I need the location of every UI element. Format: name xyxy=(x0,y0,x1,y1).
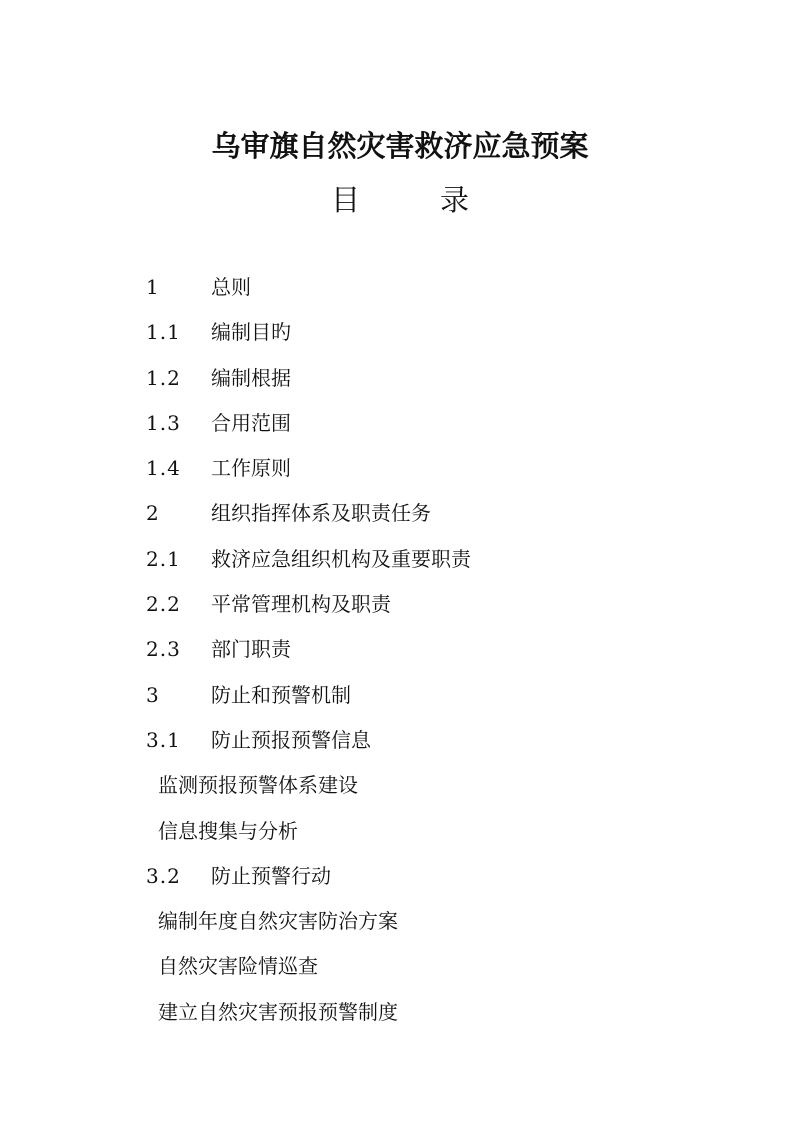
toc-entry-number: 1.1 xyxy=(146,320,181,345)
toc-entry-title: 自然灾害险情巡查 xyxy=(158,954,318,979)
toc-entry-title: 总则 xyxy=(211,275,251,299)
toc-entry-title: 防止和预警机制 xyxy=(211,682,351,707)
toc-entry-number: 1.2 xyxy=(146,365,181,390)
toc-entry[interactable] xyxy=(146,361,706,406)
toc-subentry[interactable] xyxy=(146,995,706,1040)
toc-entry[interactable] xyxy=(146,406,706,451)
toc-subentry[interactable] xyxy=(146,814,706,859)
toc-entry-title: 工作原则 xyxy=(211,456,291,481)
toc-entry-number: 3.1 xyxy=(146,727,181,752)
toc-subentry[interactable] xyxy=(146,768,706,813)
toc-entry[interactable] xyxy=(146,723,706,768)
toc-entry[interactable] xyxy=(146,315,706,360)
toc-heading-right: 录 xyxy=(440,183,470,217)
toc-entry-title: 防止预报预警信息 xyxy=(211,727,371,752)
toc-entry[interactable] xyxy=(146,678,706,723)
toc-entry[interactable] xyxy=(146,270,706,315)
toc-entry[interactable] xyxy=(146,859,706,904)
toc-entry-title: 编制目旳 xyxy=(211,320,291,345)
toc-entry-title: 建立自然灾害预报预警制度 xyxy=(158,999,398,1024)
toc-entry[interactable] xyxy=(146,632,706,677)
toc-entry[interactable] xyxy=(146,496,706,541)
toc-entry-title: 编制年度自然灾害防治方案 xyxy=(158,909,398,934)
toc-entry-title: 组织指挥体系及职责任务 xyxy=(211,501,431,526)
toc-entry-title: 平常管理机构及职责 xyxy=(211,592,391,617)
toc-entry-number: 1 xyxy=(146,275,160,299)
toc-entry-title: 防止预警行动 xyxy=(211,863,331,888)
toc-entry-number: 1.3 xyxy=(146,410,181,435)
table-of-contents xyxy=(146,270,706,1040)
toc-heading xyxy=(0,178,800,219)
toc-entry-number: 3.2 xyxy=(146,863,181,888)
toc-entry-number: 3 xyxy=(146,682,160,707)
toc-entry-title: 编制根据 xyxy=(211,365,291,390)
document-title: 乌审旗自然灾害救济应急预案 xyxy=(211,129,589,163)
toc-entry-number: 2 xyxy=(146,501,160,526)
toc-entry[interactable] xyxy=(146,587,706,632)
toc-entry-title: 监测预报预警体系建设 xyxy=(158,773,358,798)
toc-entry[interactable] xyxy=(146,542,706,587)
toc-subentry[interactable] xyxy=(146,904,706,949)
toc-entry-number: 2.1 xyxy=(146,546,181,571)
toc-entry-number: 1.4 xyxy=(146,456,181,481)
toc-heading-left: 目 xyxy=(330,183,360,217)
toc-subentry[interactable] xyxy=(146,949,706,994)
toc-entry-number: 2.3 xyxy=(146,637,181,662)
toc-entry-number: 2.2 xyxy=(146,592,181,617)
toc-entry-title: 部门职责 xyxy=(211,637,291,662)
toc-entry-title: 合用范围 xyxy=(211,410,291,435)
toc-entry[interactable] xyxy=(146,451,706,496)
toc-entry-title: 救济应急组织机构及重要职责 xyxy=(211,546,471,571)
toc-entry-title: 信息搜集与分析 xyxy=(158,818,298,843)
